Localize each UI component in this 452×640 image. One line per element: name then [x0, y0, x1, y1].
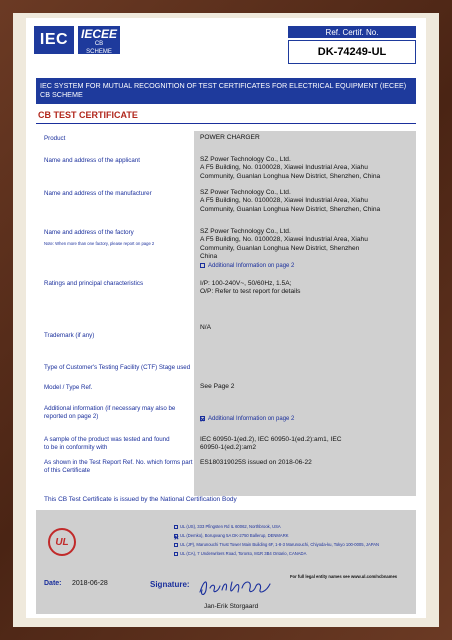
sample-value	[200, 436, 412, 453]
office-us	[174, 524, 281, 529]
checked-checkbox-icon	[200, 416, 205, 421]
factory-label: Name and address of the factory	[44, 229, 134, 236]
manufacturer-label: Name and address of the manufacturer	[44, 190, 152, 197]
addinfo-text: Additional Information on page 2	[208, 416, 295, 422]
factory-note: Note: When more than one factory, please report on page 2	[44, 241, 155, 246]
banner-line-2: CB SCHEME	[40, 90, 83, 99]
report-label-line: As shown in the Test Report Ref. No. which forms part	[44, 459, 193, 466]
signer-name: Jan-Erik Storgaard	[204, 603, 259, 610]
iecee-banner	[36, 78, 416, 104]
sample-label	[44, 436, 189, 451]
trademark-label: Trademark (if any)	[44, 332, 95, 339]
signature-label: Signature:	[150, 580, 190, 589]
office-jp	[174, 542, 379, 547]
ratings-label: Ratings and principal characteristics	[44, 280, 144, 287]
banner-line-1: IEC SYSTEM FOR MUTUAL RECOGNITION OF TEST CERTIFICATES FOR ELECTRICAL EQUIPMENT (IECEE)	[40, 81, 407, 90]
factory-line: Community, Guanlan Longhua New District, Shenzhen	[200, 244, 360, 252]
sample-line: IEC 60950-1(ed.2), IEC 60950-1(ed.2):am1, IEC	[200, 436, 342, 443]
factory-line: SZ Power Technology Co., Ltd.	[200, 228, 291, 235]
checkbox-icon	[174, 525, 178, 529]
factory-value	[200, 228, 412, 270]
product-label: Product	[44, 135, 66, 142]
ul-logo: UL	[48, 528, 76, 556]
certificate-page	[26, 18, 426, 618]
iec-logo: IEC	[34, 26, 74, 54]
applicant-value	[200, 156, 412, 181]
signature-image	[196, 574, 276, 600]
certificate-title: CB TEST CERTIFICATE	[38, 110, 138, 120]
iecee-cb-scheme-logo: IECEE CB SCHEME	[78, 26, 120, 54]
checked-checkbox-icon	[174, 534, 178, 538]
manufacturer-line: A F5 Building, No. 0100028, Xiawei Industrial Area, Xiahu	[200, 197, 368, 205]
office-text: UL (Demko), Borupvang 5A DK-2750 Ballerup, DENMARK	[180, 533, 289, 538]
office-text: UL (CA), 7 Underwriters Road, Toronto, M1R 3B4 Ontario, CANADA	[180, 551, 307, 556]
ratings-value	[200, 280, 412, 297]
office-text: UL (JP), Marunouchi Trust Tower Main Building 6F, 1-8-3 Marunouchi, Chiyoda-ku, Tokyo 100-0005, JAPAN	[180, 542, 380, 547]
factory-line: China	[200, 253, 218, 261]
ref-certif-number: DK-74249-UL	[288, 40, 416, 64]
ref-certif-label: Ref. Certif. No.	[288, 26, 416, 38]
office-text: UL (US), 333 Pfingsten Rd IL 60062, Northbrook, USA	[180, 524, 281, 529]
date-label: Date:	[44, 580, 62, 587]
model-value: See Page 2	[200, 383, 235, 390]
sample-line: 60950-1(ed.2):am2	[200, 444, 257, 452]
office-demko	[174, 533, 289, 538]
addinfo-label	[44, 405, 189, 420]
report-label-line: of this Certificate	[44, 466, 91, 474]
date-value: 2018-06-28	[72, 580, 108, 587]
ctf-label: Type of Customer's Testing Facility (CTF) Stage used	[44, 364, 191, 371]
applicant-label: Name and address of the applicant	[44, 157, 140, 164]
model-label: Model / Type Ref.	[44, 384, 93, 391]
applicant-line: Community, Guanlan Longhua New District, Shenzhen, China	[200, 172, 381, 180]
applicant-line: A F5 Building, No. 0100028, Xiawei Industrial Area, Xiahu	[200, 164, 368, 172]
office-ca	[174, 551, 306, 556]
trademark-value: N/A	[200, 324, 211, 331]
checkbox-icon	[174, 552, 178, 556]
product-value: POWER CHARGER	[200, 134, 260, 141]
factory-line: A F5 Building, No. 0100028, Xiawei Industrial Area, Xiahu	[200, 236, 368, 244]
manufacturer-line: Community, Guanlan Longhua New District, Shenzhen, China	[200, 205, 381, 213]
addinfo-label-line: reported on page 2)	[44, 412, 99, 420]
ratings-line: I/P: 100-240V~, 50/60Hz, 1.5A;	[200, 280, 292, 287]
addinfo-label-line: Additional information (if necessary may also be	[44, 405, 176, 412]
factory-addl-text: Additional Information on page 2	[208, 262, 295, 269]
sample-label-line: to be in conformity with	[44, 443, 108, 451]
report-label	[44, 459, 194, 474]
legal-entity-note: For full legal entity names see www.ul.com/ncbnames	[290, 574, 398, 579]
manufacturer-line: SZ Power Technology Co., Ltd.	[200, 189, 291, 196]
ratings-line: O/P: Refer to test report for details	[200, 288, 301, 296]
addinfo-value	[200, 415, 412, 423]
report-value: ES180319025S issued on 2018-06-22	[200, 459, 312, 466]
factory-addl-info	[200, 262, 412, 270]
title-divider	[36, 123, 416, 124]
issuer-statement: This CB Test Certificate is issued by the National Certification Body	[44, 496, 237, 503]
sample-label-line: A sample of the product was tested and found	[44, 436, 170, 443]
checkbox-icon	[200, 263, 205, 268]
manufacturer-value	[200, 189, 412, 214]
checkbox-icon	[174, 543, 178, 547]
applicant-line: SZ Power Technology Co., Ltd.	[200, 156, 291, 163]
